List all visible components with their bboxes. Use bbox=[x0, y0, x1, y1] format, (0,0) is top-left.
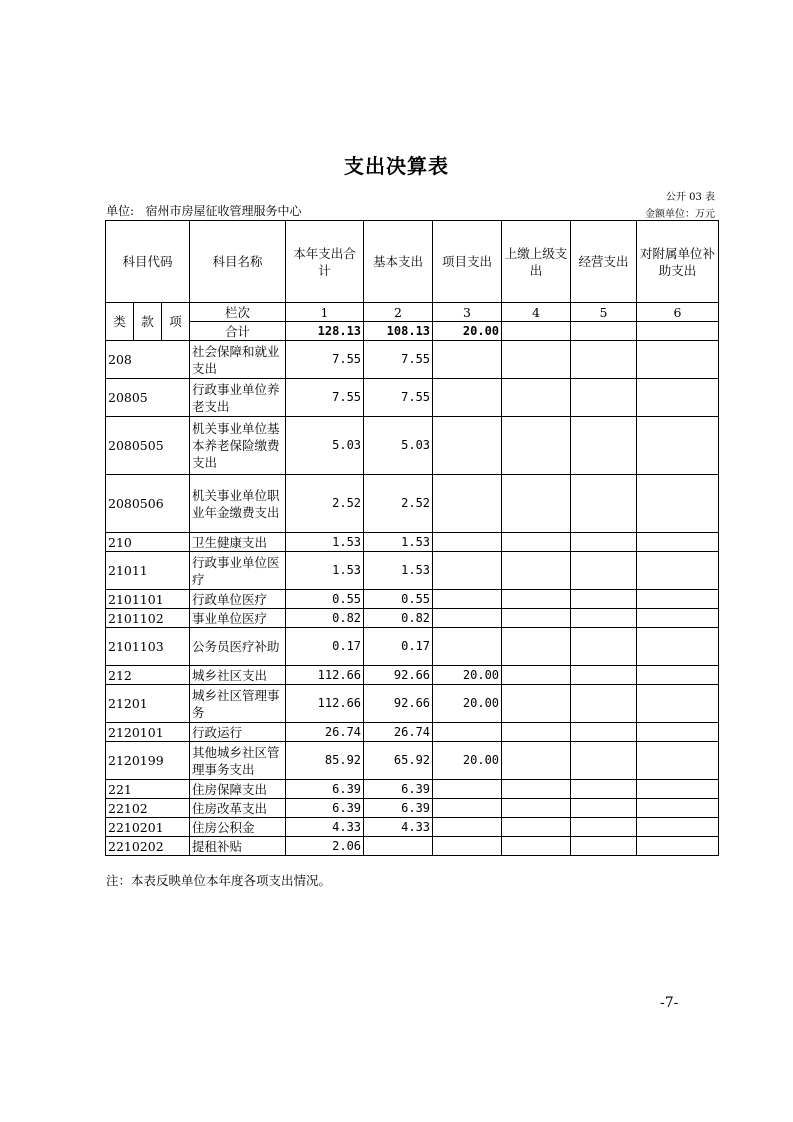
row-code: 2101101 bbox=[106, 590, 190, 609]
row-code: 2101102 bbox=[106, 609, 190, 628]
row-subsidy bbox=[637, 417, 719, 475]
row-business bbox=[571, 341, 637, 379]
row-project bbox=[433, 723, 502, 742]
table-row bbox=[106, 475, 719, 533]
row-project bbox=[433, 799, 502, 818]
header-business: 经营支出 bbox=[571, 221, 637, 303]
row-name: 城乡社区管理事务 bbox=[190, 685, 286, 723]
row-total: 1.53 bbox=[286, 533, 364, 552]
row-basic: 0.17 bbox=[364, 628, 433, 666]
column-number: 4 bbox=[502, 303, 571, 322]
sum-value: 108.13 bbox=[364, 322, 433, 341]
sum-label: 合计 bbox=[190, 322, 286, 341]
row-total: 0.55 bbox=[286, 590, 364, 609]
row-name: 住房公积金 bbox=[190, 818, 286, 837]
row-total: 1.53 bbox=[286, 552, 364, 590]
header-kuan: 款 bbox=[134, 303, 162, 341]
row-total: 6.39 bbox=[286, 780, 364, 799]
row-total: 4.33 bbox=[286, 818, 364, 837]
row-name: 住房保障支出 bbox=[190, 780, 286, 799]
row-business bbox=[571, 799, 637, 818]
column-number: 3 bbox=[433, 303, 502, 322]
row-code: 212 bbox=[106, 666, 190, 685]
row-subsidy bbox=[637, 837, 719, 856]
row-total: 26.74 bbox=[286, 723, 364, 742]
row-subsidy bbox=[637, 780, 719, 799]
row-business bbox=[571, 628, 637, 666]
column-number-row bbox=[106, 303, 719, 322]
row-upper bbox=[502, 609, 571, 628]
row-total: 2.52 bbox=[286, 475, 364, 533]
row-business bbox=[571, 837, 637, 856]
table-row bbox=[106, 742, 719, 780]
row-name: 机关事业单位基本养老保险缴费支出 bbox=[190, 417, 286, 475]
row-code: 21201 bbox=[106, 685, 190, 723]
header-name: 科目名称 bbox=[190, 221, 286, 303]
row-code: 2210201 bbox=[106, 818, 190, 837]
row-business bbox=[571, 609, 637, 628]
row-name: 提租补贴 bbox=[190, 837, 286, 856]
sum-value bbox=[502, 322, 571, 341]
row-business bbox=[571, 552, 637, 590]
page-title: 支出决算表 bbox=[344, 154, 449, 178]
row-project bbox=[433, 837, 502, 856]
row-name: 社会保障和就业支出 bbox=[190, 341, 286, 379]
row-subsidy bbox=[637, 379, 719, 417]
row-upper bbox=[502, 818, 571, 837]
row-project bbox=[433, 341, 502, 379]
row-project bbox=[433, 609, 502, 628]
table-row bbox=[106, 780, 719, 799]
row-subsidy bbox=[637, 685, 719, 723]
row-total: 7.55 bbox=[286, 379, 364, 417]
row-subsidy bbox=[637, 818, 719, 837]
row-code: 2120101 bbox=[106, 723, 190, 742]
column-number: 5 bbox=[571, 303, 637, 322]
row-total: 7.55 bbox=[286, 341, 364, 379]
row-subsidy bbox=[637, 742, 719, 780]
row-business bbox=[571, 533, 637, 552]
column-number: 1 bbox=[286, 303, 364, 322]
table-row bbox=[106, 533, 719, 552]
row-name: 卫生健康支出 bbox=[190, 533, 286, 552]
row-subsidy bbox=[637, 590, 719, 609]
sum-value bbox=[637, 322, 719, 341]
row-basic: 6.39 bbox=[364, 780, 433, 799]
table-row bbox=[106, 666, 719, 685]
column-label: 栏次 bbox=[190, 303, 286, 322]
row-upper bbox=[502, 590, 571, 609]
row-basic: 7.55 bbox=[364, 341, 433, 379]
row-name: 事业单位医疗 bbox=[190, 609, 286, 628]
row-subsidy bbox=[637, 723, 719, 742]
row-total: 0.82 bbox=[286, 609, 364, 628]
row-project: 20.00 bbox=[433, 685, 502, 723]
row-basic: 0.55 bbox=[364, 590, 433, 609]
row-code: 20805 bbox=[106, 379, 190, 417]
row-project bbox=[433, 533, 502, 552]
row-upper bbox=[502, 666, 571, 685]
row-subsidy bbox=[637, 666, 719, 685]
row-project: 20.00 bbox=[433, 742, 502, 780]
row-code: 22102 bbox=[106, 799, 190, 818]
row-code: 2120199 bbox=[106, 742, 190, 780]
row-upper bbox=[502, 341, 571, 379]
table-note: 注：本表反映单位本年度各项支出情况。 bbox=[106, 873, 332, 888]
row-upper bbox=[502, 742, 571, 780]
header-total: 本年支出合计 bbox=[286, 221, 364, 303]
row-code: 208 bbox=[106, 341, 190, 379]
row-upper bbox=[502, 417, 571, 475]
row-upper bbox=[502, 533, 571, 552]
header-basic: 基本支出 bbox=[364, 221, 433, 303]
row-code: 2080505 bbox=[106, 417, 190, 475]
row-business bbox=[571, 417, 637, 475]
row-subsidy bbox=[637, 799, 719, 818]
row-business bbox=[571, 666, 637, 685]
table-row bbox=[106, 685, 719, 723]
row-subsidy bbox=[637, 533, 719, 552]
row-basic: 92.66 bbox=[364, 666, 433, 685]
header-xiang: 项 bbox=[162, 303, 190, 341]
sum-row bbox=[106, 322, 719, 341]
row-subsidy bbox=[637, 475, 719, 533]
row-total: 85.92 bbox=[286, 742, 364, 780]
row-basic: 0.82 bbox=[364, 609, 433, 628]
row-code: 2101103 bbox=[106, 628, 190, 666]
column-number: 6 bbox=[637, 303, 719, 322]
row-total: 5.03 bbox=[286, 417, 364, 475]
row-basic: 26.74 bbox=[364, 723, 433, 742]
row-total: 0.17 bbox=[286, 628, 364, 666]
unit-name: 宿州市房屋征收管理服务中心 bbox=[145, 204, 302, 218]
row-business bbox=[571, 723, 637, 742]
row-upper bbox=[502, 780, 571, 799]
sum-value: 20.00 bbox=[433, 322, 502, 341]
row-upper bbox=[502, 552, 571, 590]
row-basic: 7.55 bbox=[364, 379, 433, 417]
header-subsidy: 对附属单位补助支出 bbox=[637, 221, 719, 303]
row-upper bbox=[502, 837, 571, 856]
row-basic: 4.33 bbox=[364, 818, 433, 837]
row-project bbox=[433, 417, 502, 475]
row-project bbox=[433, 590, 502, 609]
row-subsidy bbox=[637, 552, 719, 590]
row-upper bbox=[502, 379, 571, 417]
row-name: 公务员医疗补助 bbox=[190, 628, 286, 666]
header-code: 科目代码 bbox=[106, 221, 190, 303]
table-row bbox=[106, 837, 719, 856]
row-name: 行政事业单位养老支出 bbox=[190, 379, 286, 417]
table-row bbox=[106, 609, 719, 628]
column-number: 2 bbox=[364, 303, 433, 322]
row-total: 112.66 bbox=[286, 666, 364, 685]
row-upper bbox=[502, 723, 571, 742]
page-number: -7- bbox=[660, 995, 679, 1011]
header-project: 项目支出 bbox=[433, 221, 502, 303]
row-business bbox=[571, 590, 637, 609]
row-basic: 65.92 bbox=[364, 742, 433, 780]
row-total: 6.39 bbox=[286, 799, 364, 818]
table-row bbox=[106, 341, 719, 379]
row-subsidy bbox=[637, 628, 719, 666]
row-subsidy bbox=[637, 341, 719, 379]
row-subsidy bbox=[637, 609, 719, 628]
table-row bbox=[106, 552, 719, 590]
row-basic bbox=[364, 837, 433, 856]
row-name: 行政运行 bbox=[190, 723, 286, 742]
table-row bbox=[106, 723, 719, 742]
header-lei: 类 bbox=[106, 303, 134, 341]
row-code: 221 bbox=[106, 780, 190, 799]
row-business bbox=[571, 742, 637, 780]
row-project bbox=[433, 379, 502, 417]
row-business bbox=[571, 818, 637, 837]
currency-unit: 金额单位：万元 bbox=[645, 209, 715, 220]
table-row bbox=[106, 628, 719, 666]
expenditure-table bbox=[105, 220, 719, 856]
row-project bbox=[433, 475, 502, 533]
row-basic: 2.52 bbox=[364, 475, 433, 533]
row-basic: 1.53 bbox=[364, 552, 433, 590]
row-name: 行政事业单位医疗 bbox=[190, 552, 286, 590]
row-project bbox=[433, 818, 502, 837]
row-code: 2080506 bbox=[106, 475, 190, 533]
row-code: 2210202 bbox=[106, 837, 190, 856]
row-code: 210 bbox=[106, 533, 190, 552]
row-total: 112.66 bbox=[286, 685, 364, 723]
row-basic: 5.03 bbox=[364, 417, 433, 475]
unit-label: 单位: bbox=[106, 204, 135, 218]
row-upper bbox=[502, 685, 571, 723]
row-name: 其他城乡社区管理事务支出 bbox=[190, 742, 286, 780]
row-project bbox=[433, 552, 502, 590]
unit-line bbox=[106, 202, 302, 219]
table-row bbox=[106, 379, 719, 417]
row-upper bbox=[502, 475, 571, 533]
row-project: 20.00 bbox=[433, 666, 502, 685]
row-upper bbox=[502, 799, 571, 818]
row-name: 城乡社区支出 bbox=[190, 666, 286, 685]
table-row bbox=[106, 799, 719, 818]
row-business bbox=[571, 685, 637, 723]
row-basic: 1.53 bbox=[364, 533, 433, 552]
header-upper: 上缴上级支出 bbox=[502, 221, 571, 303]
form-number: 公开 03 表 bbox=[665, 192, 715, 203]
sum-value bbox=[571, 322, 637, 341]
table-body bbox=[106, 341, 719, 856]
row-project bbox=[433, 780, 502, 799]
row-business bbox=[571, 475, 637, 533]
row-upper bbox=[502, 628, 571, 666]
row-project bbox=[433, 628, 502, 666]
row-basic: 92.66 bbox=[364, 685, 433, 723]
row-code: 21011 bbox=[106, 552, 190, 590]
row-basic: 6.39 bbox=[364, 799, 433, 818]
table-header-row bbox=[106, 221, 719, 303]
table-row bbox=[106, 417, 719, 475]
table-row bbox=[106, 590, 719, 609]
sum-value: 128.13 bbox=[286, 322, 364, 341]
row-name: 行政单位医疗 bbox=[190, 590, 286, 609]
row-business bbox=[571, 780, 637, 799]
row-total: 2.06 bbox=[286, 837, 364, 856]
row-name: 住房改革支出 bbox=[190, 799, 286, 818]
row-business bbox=[571, 379, 637, 417]
table-row bbox=[106, 818, 719, 837]
row-name: 机关事业单位职业年金缴费支出 bbox=[190, 475, 286, 533]
